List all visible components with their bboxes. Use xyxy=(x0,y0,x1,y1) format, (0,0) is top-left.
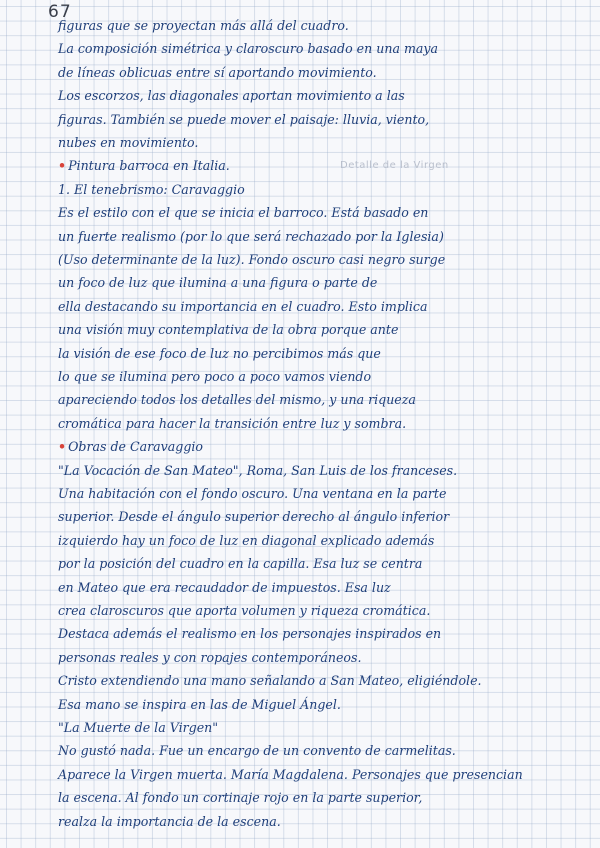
note-line xyxy=(58,156,230,176)
note-line xyxy=(58,788,422,808)
note-line xyxy=(58,390,416,410)
note-line xyxy=(58,554,422,574)
note-line xyxy=(58,578,391,598)
note-line-text: "La Muerte de la Virgen" xyxy=(58,720,219,735)
note-line-text: nubes en movimiento. xyxy=(58,135,199,150)
note-line xyxy=(58,648,361,668)
note-line xyxy=(58,273,377,293)
note-line xyxy=(58,531,434,551)
note-line xyxy=(58,507,449,527)
note-line xyxy=(58,180,245,200)
note-line-text: lo que se ilumina pero poco a poco vamos viendo xyxy=(58,369,372,384)
note-line-text: Cristo extendiendo una mano señalando a San Mateo, eligiéndole. xyxy=(58,673,482,689)
note-line xyxy=(58,320,398,340)
note-line-text: un fuerte realismo (por lo que será rechazado por la Iglesia) xyxy=(58,228,444,244)
note-line-text: en Mateo que era recaudador de impuestos. Esa luz xyxy=(58,579,391,595)
note-line-text: de líneas oblicuas entre sí aportando movimiento. xyxy=(58,64,377,80)
note-line-text: izquierdo hay un foco de luz en diagonal explicado además xyxy=(58,532,435,548)
note-line xyxy=(58,39,438,59)
note-line xyxy=(58,227,444,247)
note-line-text: 1. El tenebrismo: Caravaggio xyxy=(58,181,245,197)
note-line-text: crea claroscuros que aporta volumen y riqueza cromática. xyxy=(58,603,431,618)
note-line-text: La composición simétrica y claroscuro basado en una maya xyxy=(58,41,439,57)
note-line xyxy=(58,601,430,621)
note-line-text: cromática para hacer la transición entre luz y sombra. xyxy=(58,415,407,431)
note-line xyxy=(58,718,218,738)
note-line xyxy=(58,86,405,106)
note-line xyxy=(58,414,406,434)
note-line-text: por la posición del cuadro en la capilla. Esa luz se centra xyxy=(58,556,423,572)
note-line-text: apareciendo todos los detalles del mismo, y una riqueza xyxy=(58,392,416,408)
note-line-text: Pintura barroca en Italia. xyxy=(68,158,230,174)
note-line xyxy=(58,484,446,504)
note-line xyxy=(58,344,381,364)
note-line-text: figuras. También se puede mover el paisaje: lluvia, viento, xyxy=(58,111,430,127)
note-line xyxy=(58,741,456,761)
note-line-text: la visión de ese foco de luz no percibimos más que xyxy=(58,345,381,361)
bullet-icon: • xyxy=(58,158,67,174)
note-line xyxy=(58,16,349,36)
note-line-text: Es el estilo con el que se inicia el barroco. Está basado en xyxy=(58,205,429,221)
note-line xyxy=(58,203,428,223)
bullet-icon: • xyxy=(58,439,67,455)
faint-pencil-note: Detalle de la Virgen xyxy=(340,160,449,171)
note-line xyxy=(58,63,377,83)
note-line xyxy=(58,765,523,785)
note-line xyxy=(58,461,457,481)
note-line-text: Aparece la Virgen muerta. María Magdalena. Personajes que presencian xyxy=(58,766,523,782)
note-line xyxy=(58,297,428,317)
note-line-text: realza la importancia de la escena. xyxy=(58,813,281,829)
note-line-text: Obras de Caravaggio xyxy=(68,439,203,455)
note-line xyxy=(58,671,482,691)
note-line-text: No gustó nada. Fue un encargo de un convento de carmelitas. xyxy=(58,743,456,759)
note-line-text: ella destacando su importancia en el cuadro. Esto implica xyxy=(58,298,428,314)
note-line-text: la escena. Al fondo un cortinaje rojo en la parte superior, xyxy=(58,790,423,806)
note-line-text: figuras que se proyectan más allá del cuadro. xyxy=(58,18,349,33)
note-line xyxy=(58,367,371,387)
note-line-text: Destaca además el realismo en los personajes inspirados en xyxy=(58,626,442,642)
note-line xyxy=(58,110,429,130)
note-line-text: "La Vocación de San Mateo", Roma, San Luis de los franceses. xyxy=(58,462,458,478)
note-line-text: superior. Desde el ángulo superior derecho al ángulo inferior xyxy=(58,509,450,525)
note-line-text: personas reales y con ropajes contemporáneos. xyxy=(58,649,362,665)
note-line xyxy=(58,812,281,832)
note-line xyxy=(58,437,203,457)
note-line-text: Una habitación con el fondo oscuro. Una ventana en la parte xyxy=(58,486,447,501)
note-line-text: Esa mano se inspira en las de Miguel Ángel. xyxy=(58,696,341,712)
note-line xyxy=(58,624,441,644)
note-line-text: (Uso determinante de la luz). Fondo oscuro casi negro surge xyxy=(58,252,446,267)
note-line-text: un foco de luz que ilumina a una figura o parte de xyxy=(58,275,378,291)
note-line xyxy=(58,250,445,270)
note-line-text: una visión muy contemplativa de la obra porque ante xyxy=(58,322,399,338)
note-line xyxy=(58,133,198,153)
page-number: 67 xyxy=(48,2,72,22)
note-line xyxy=(58,695,341,715)
note-line-text: Los escorzos, las diagonales aportan movimiento a las xyxy=(58,88,405,104)
